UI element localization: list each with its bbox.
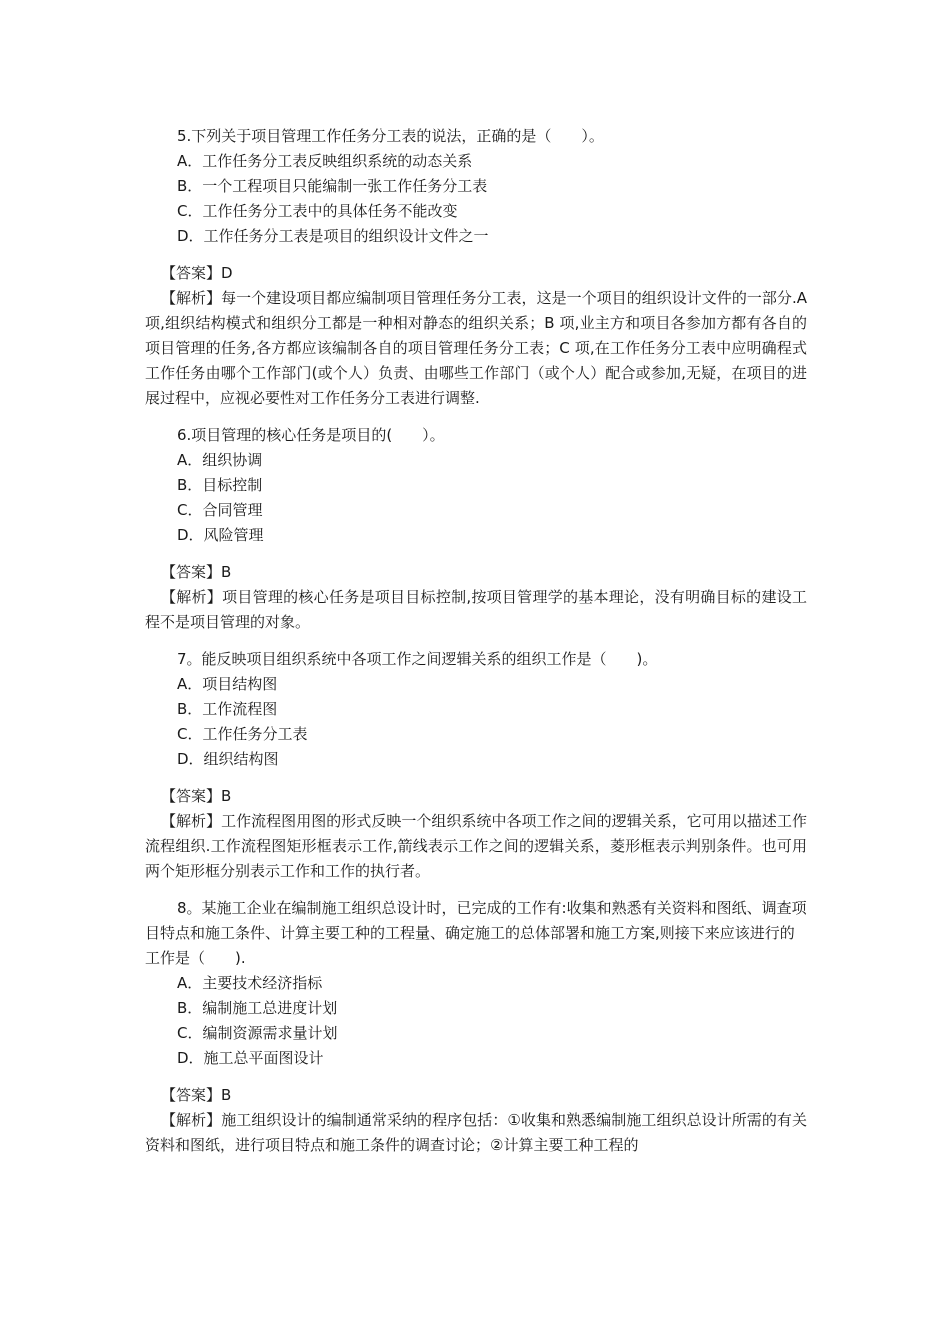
question-block [145,423,807,647]
explanation-body: 每一个建设项目都应编制项目管理任务分工表，这是一个项目的组织设计文件的一部分.A 项,组织结构模式和组织分工都是一种相对静态的组织关系；B 项,业主方和项目各参加方都有各自的项目管理的任务,各方都应该编制各自的项目管理任务分工表；C 项,在工作任务分工表中应明确程式工作任务由哪个工作部门(或个人）负责、由哪些工作部门（或个人）配合或参加,无疑，在项目的进展过程中，应视必要性对工作任务分工表进行调整. [145,289,807,407]
option-b: B．一个工程项目只能编制一张工作任务分工表 [177,177,488,195]
question-stem: 5.下列关于项目管理工作任务分工表的说法，正确的是（ ）。 [177,127,604,145]
option-b: B．目标控制 [177,476,263,494]
explanation-body: 工作流程图用图的形式反映一个组织系统中各项工作之间的逻辑关系，它可用以描述工作流程组织.工作流程图矩形框表示工作,箭线表示工作之间的逻辑关系，菱形框表示判别条件。也可用两个矩形框分别表示工作和工作的执行者。 [145,812,807,880]
answer-label: 【答案】 [161,264,222,282]
explanation-text [145,1108,807,1158]
option-b: B．工作流程图 [177,700,278,718]
answer-value: B [221,563,232,581]
option-d: D．组织结构图 [177,750,279,768]
explanation-text [145,286,807,411]
option-c: C．编制资源需求量计划 [177,1024,338,1042]
answer-label: 【答案】 [161,787,222,805]
option-d: D．风险管理 [177,526,264,544]
question-stem: 6.项目管理的核心任务是项目的( ）。 [177,426,445,444]
option-c: C．合同管理 [177,501,263,519]
explanation-label: 【解析】 [161,588,223,606]
option-d: D．施工总平面图设计 [177,1049,324,1067]
answer-label: 【答案】 [161,1086,222,1104]
question-block [145,896,807,1158]
explanation-label: 【解析】 [161,289,222,307]
document-body [145,124,807,1158]
explanation-body: 施工组织设计的编制通常采纳的程序包括：①收集和熟悉编制施工组织总设计所需的有关资料和图纸，进行项目特点和施工条件的调查讨论；②计算主要工种工程的 [145,1111,807,1154]
question-block [145,647,807,896]
option-a: A．项目结构图 [177,675,278,693]
question-block [145,124,807,423]
answer-value: B [221,1086,232,1104]
option-b: B．编制施工总进度计划 [177,999,338,1017]
answer-line [145,784,807,809]
answer-value: B [221,787,232,805]
option-a: A．组织协调 [177,451,263,469]
explanation-body: 项目管理的核心任务是项目目标控制,按项目管理学的基本理论，没有明确目标的建设工程不是项目管理的对象。 [145,588,807,631]
question-stem: 8。某施工企业在编制施工组织总设计时，已完成的工作有:收集和熟悉有关资料和图纸、调查项目特点和施工条件、计算主要工种的工程量、确定施工的总体部署和施工方案,则接下来应该进行的工作是（ ). [145,899,807,967]
option-a: A．主要技术经济指标 [177,974,323,992]
answer-line [145,1083,807,1108]
explanation-text [145,585,807,635]
answer-value: D [221,264,233,282]
explanation-text [145,809,807,884]
answer-label: 【答案】 [161,563,222,581]
option-d: D．工作任务分工表是项目的组织设计文件之一 [177,227,489,245]
explanation-label: 【解析】 [161,1111,222,1129]
explanation-label: 【解析】 [161,812,222,830]
option-c: C．工作任务分工表 [177,725,308,743]
option-a: A．工作任务分工表反映组织系统的动态关系 [177,152,473,170]
answer-line [145,261,807,286]
question-stem: 7。能反映项目组织系统中各项工作之间逻辑关系的组织工作是（ )。 [177,650,658,668]
answer-line [145,560,807,585]
option-c: C．工作任务分工表中的具体任务不能改变 [177,202,458,220]
